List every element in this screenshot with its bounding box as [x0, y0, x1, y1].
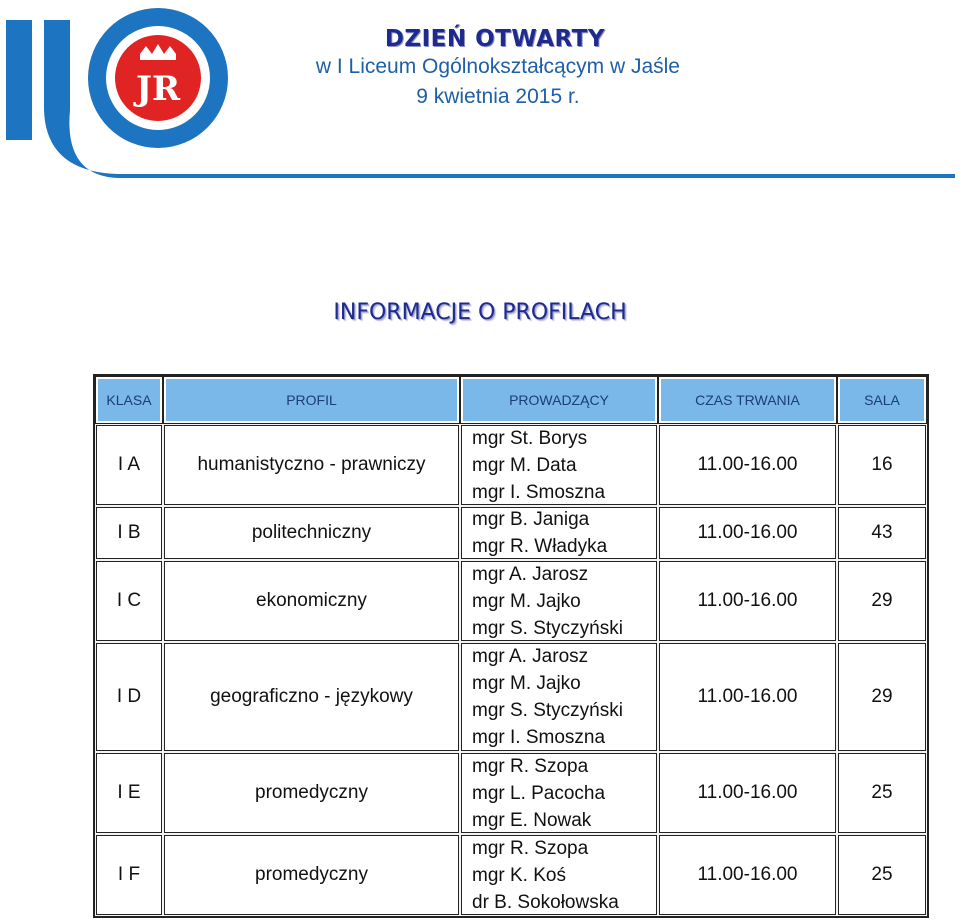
teacher-name: mgr A. Jarosz — [472, 646, 589, 667]
prowadzacy-cell — [461, 753, 657, 833]
table-body — [95, 424, 927, 916]
czas-cell: 11.00-16.00 — [659, 835, 836, 915]
czas-cell: 11.00-16.00 — [659, 561, 836, 641]
teacher-name: mgr A. Jarosz — [472, 563, 589, 585]
czas-cell: 11.00-16.00 — [659, 425, 836, 505]
prowadzacy-cell — [461, 507, 657, 559]
sala-cell: 43 — [838, 507, 926, 559]
profiles-table — [93, 374, 929, 918]
teacher-name: mgr E. Nowak — [472, 809, 592, 831]
teacher-name: mgr R. Władyka — [472, 536, 608, 557]
klasa-cell: I C — [96, 561, 162, 641]
teacher-name: mgr I. Smoszna — [472, 481, 606, 503]
prowadzacy-cell — [461, 643, 657, 751]
sala-cell: 16 — [838, 425, 926, 505]
header-sala: SALA — [838, 377, 926, 423]
profil-cell: politechniczny — [164, 507, 459, 559]
profil-cell: promedyczny — [164, 835, 459, 915]
event-date: 9 kwietnia 2015 r. — [416, 85, 580, 108]
klasa-cell: I D — [96, 643, 162, 751]
teacher-name: mgr St. Borys — [472, 427, 588, 449]
prowadzacy-cell — [461, 561, 657, 641]
sala-cell: 25 — [838, 835, 926, 915]
section-title: INFORMACJE O PROFILACH — [333, 300, 627, 325]
klasa-cell: I A — [96, 425, 162, 505]
teacher-name: mgr I. Smoszna — [472, 727, 606, 748]
teacher-name: mgr R. Szopa — [472, 755, 589, 777]
teacher-name: mgr R. Szopa — [472, 837, 589, 859]
profil-cell: promedyczny — [164, 753, 459, 833]
teacher-name: mgr M. Jajko — [472, 673, 581, 694]
teacher-name: mgr M. Jajko — [472, 590, 581, 612]
svg-text:JR: JR — [135, 69, 181, 109]
profil-cell: ekonomiczny — [164, 561, 459, 641]
teacher-name: mgr K. Koś — [472, 864, 566, 886]
profil-cell: humanistyczno - prawniczy — [164, 425, 459, 505]
header — [316, 26, 680, 112]
header-profil: PROFIL — [164, 377, 459, 423]
header-prowadzacy: PROWADZĄCY — [461, 377, 657, 423]
event-title: DZIEŃ OTWARTY — [384, 26, 606, 52]
sala-cell: 25 — [838, 753, 926, 833]
prowadzacy-cell — [461, 835, 657, 915]
teacher-name: mgr S. Styczyński — [472, 700, 623, 721]
prowadzacy-cell — [461, 425, 657, 505]
header-klasa: KLASA — [96, 377, 162, 423]
czas-cell: 11.00-16.00 — [659, 507, 836, 559]
teacher-name: mgr B. Janiga — [472, 509, 590, 530]
teacher-name: dr B. Sokołowska — [472, 891, 619, 913]
sala-cell: 29 — [838, 643, 926, 751]
teacher-name: mgr S. Styczyński — [472, 617, 623, 639]
header-czas: CZAS TRWANIA — [659, 377, 836, 423]
sala-cell: 29 — [838, 561, 926, 641]
teacher-name: mgr L. Pacocha — [472, 782, 606, 804]
table-header — [95, 376, 927, 424]
klasa-cell: I E — [96, 753, 162, 833]
czas-cell: 11.00-16.00 — [659, 643, 836, 751]
czas-cell: 11.00-16.00 — [659, 753, 836, 833]
klasa-cell: I B — [96, 507, 162, 559]
teacher-name: mgr M. Data — [472, 454, 577, 476]
klasa-cell: I F — [96, 835, 162, 915]
school-name: w I Liceum Ogólnokształcącym w Jaśle — [315, 55, 680, 78]
profil-cell: geograficzno - językowy — [164, 643, 459, 751]
